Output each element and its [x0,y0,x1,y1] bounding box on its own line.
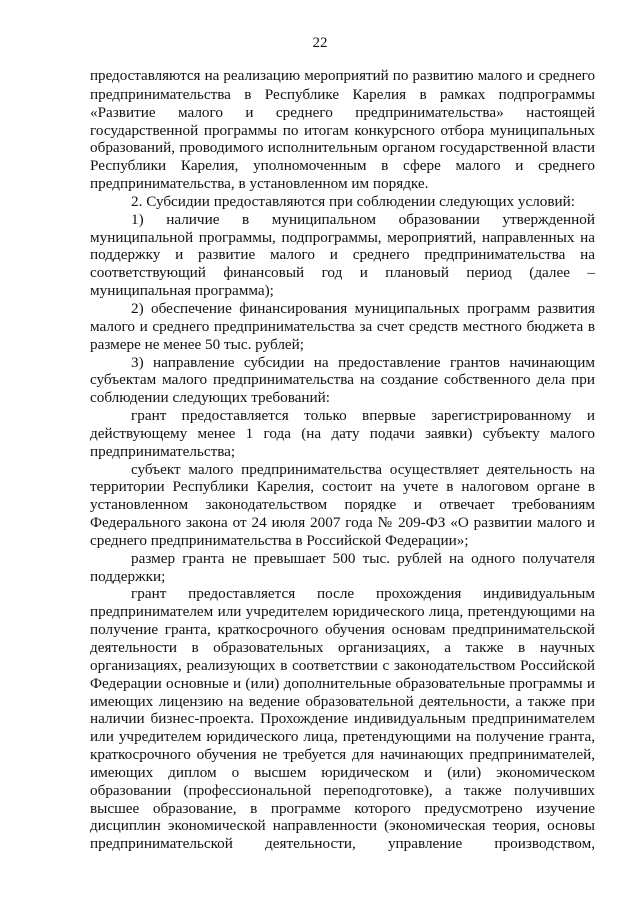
text-line: грант предоставляется только впервые зарегистрированному и [131,407,595,425]
text-line: поддержки; [90,567,166,585]
text-line: поддержку и развитие малого и среднего предпринимательства на [90,246,595,264]
text-line: или учредителем юридического лица, претендующими на получение гранта, [90,728,595,746]
text-line: наличии бизнес-проекта. Прохождение индивидуальным предпринимателем [90,710,595,728]
text-line: государственной программы по итогам конкурсного отбора муниципальных [90,121,595,139]
text-line: имеющих диплом о высшем юридическом и (или) экономическом [90,763,595,781]
text-line: установленном законодательством порядке и отвечает требованиям [90,496,595,514]
text-line: предпринимательской деятельности, управление производством, [90,835,595,853]
text-line: предпринимательства; [90,442,236,460]
text-line: предпринимательства в Республике Карелия в рамках подпрограммы [90,85,595,103]
text-line: действующему менее 1 года (на дату подачи заявки) субъекту малого [90,424,595,442]
text-line: размере не менее 50 тыс. рублей; [90,335,304,353]
text-line: деятельности в образовательных организациях, а также в научных [90,639,595,656]
text-line: «Развитие малого и среднего предпринимательства» настоящей [90,103,595,121]
text-line: субъектам малого предпринимательства на создание собственного дела при [90,371,595,389]
text-line: муниципальная программа); [90,282,274,300]
text-line: 3) направление субсидии на предоставление грантов начинающим [131,353,595,371]
text-line: организациях, реализующих в соответствии с законодательством Российской [90,656,595,674]
text-line: территории Республики Карелия, состоит на учете в налоговом органе в [90,478,595,496]
text-line: 2. Субсидии предоставляются при соблюдении следующих условий: [131,192,576,210]
text-line: соответствующий финансовый год и плановый период (далее – [90,264,595,282]
text-line: малого и среднего предпринимательства за счет средств местного бюджета в [90,317,595,335]
text-line: размер гранта не превышает 500 тыс. рублей на одного получателя [131,549,595,567]
text-line: предпринимателем или учредителем юридического лица, претендующими на [90,603,595,621]
text-line: грант предоставляется после прохождения индивидуальным [131,585,595,603]
body-text [90,68,595,853]
page-number: 22 [312,35,328,51]
text-line: соблюдении следующих требований: [90,389,331,407]
text-line: Федерального закона от 24 июля 2007 года № 209-ФЗ «О развитии малого и [90,514,595,532]
text-line: предпринимательства, в установленном им порядке. [90,175,429,193]
text-line: имеющих лицензию на ведение образовательной деятельности, а также при [90,692,595,710]
text-line: высшее образование, в программе которого предусмотрено изучение [90,799,595,817]
text-line: 2) обеспечение финансирования муниципальных программ развития [131,299,595,317]
text-line: субъект малого предпринимательства осуществляет деятельность на [131,460,595,478]
text-line: образований, проводимого исполнительным органом государственной власти [90,139,595,157]
text-line: Республики Карелия, уполномоченным в сфере малого и среднего [90,157,595,175]
text-line: краткосрочного обучения не требуется для начинающих предпринимателей, [90,746,595,764]
text-line: 1) наличие в муниципальном образовании утвержденной [131,210,595,228]
text-line: образовании (профессиональной переподготовке), а также получивших [90,781,595,799]
text-line: муниципальной программы, подпрограммы, мероприятий, направленных на [90,228,595,246]
text-line: среднего предпринимательства в Российской Федерации»; [90,531,469,549]
text-line: получение гранта, краткосрочного обучения основам предпринимательской [90,621,595,639]
text-line: предоставляются на реализацию мероприятий по развитию малого и среднего [90,68,595,84]
text-line: дисциплин экономической направленности (экономическая теория, основы [90,817,595,835]
text-line: Федерации основные и (или) дополнительные образовательные программы и [90,674,595,692]
